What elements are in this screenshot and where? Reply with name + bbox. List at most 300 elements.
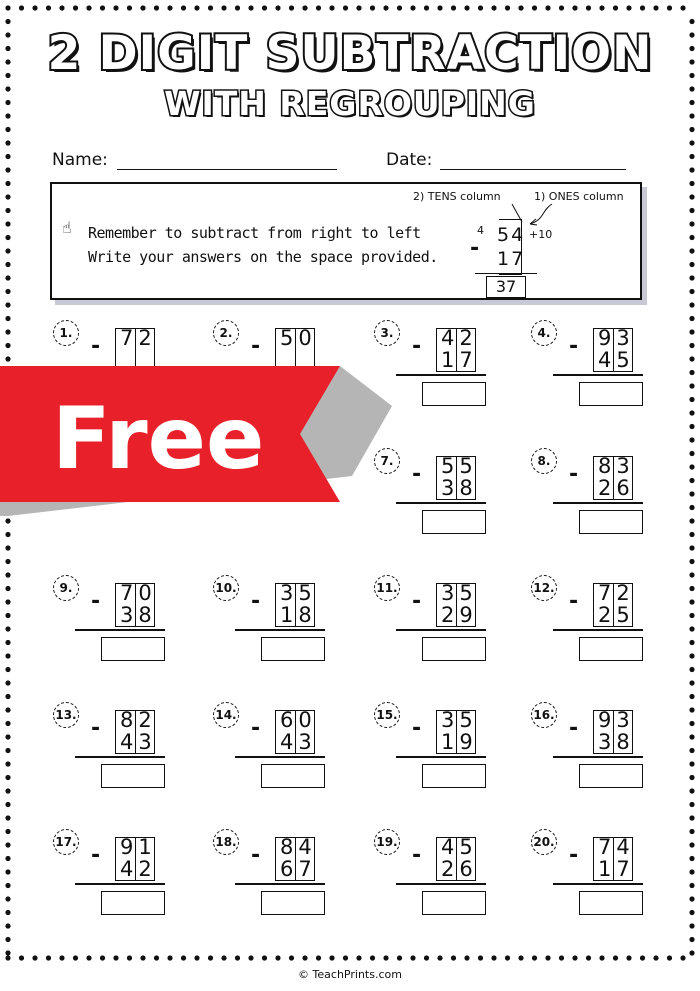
minuend: 42 — [441, 326, 478, 350]
answer-box[interactable] — [422, 891, 486, 915]
border-dot — [5, 640, 10, 645]
border-dot — [5, 559, 10, 564]
example-rule — [475, 273, 537, 274]
date-label: Date: — [386, 150, 433, 170]
border-dot — [689, 248, 694, 253]
border-dot — [667, 5, 672, 10]
border-dot — [5, 140, 10, 145]
border-dot — [127, 955, 132, 960]
subtrahend: 38 — [598, 730, 635, 754]
border-dot — [689, 262, 694, 267]
border-dot — [640, 5, 645, 10]
border-dot — [5, 181, 10, 186]
minus-sign: - — [412, 334, 422, 359]
border-dot — [451, 955, 456, 960]
problem-9 — [372, 575, 492, 675]
border-dot — [5, 707, 10, 712]
border-dot — [689, 667, 694, 672]
minuend: 93 — [598, 326, 635, 350]
border-dot — [5, 955, 10, 960]
minuend: 35 — [441, 581, 478, 605]
minuend: 74 — [598, 835, 635, 859]
border-dot — [19, 955, 24, 960]
border-dot — [586, 5, 591, 10]
border-dot — [5, 262, 10, 267]
page-subtitle: WITH REGROUPING — [164, 84, 536, 123]
minuend: 45 — [441, 835, 478, 859]
problem-10 — [529, 575, 649, 675]
border-dot — [5, 329, 10, 334]
border-dot — [689, 829, 694, 834]
border-dot — [689, 775, 694, 780]
border-dot — [5, 275, 10, 280]
border-dot — [613, 5, 618, 10]
free-banner — [0, 366, 700, 516]
sum-line — [396, 883, 486, 885]
example-top-number: 54 — [497, 224, 526, 246]
minus-sign: - — [412, 843, 422, 868]
answer-box[interactable] — [261, 891, 325, 915]
minuend: 50 — [280, 326, 317, 350]
minus-sign: - — [91, 716, 101, 741]
border-dot — [626, 5, 631, 10]
border-dot — [653, 955, 658, 960]
border-dot — [316, 5, 321, 10]
problem-11 — [51, 702, 171, 802]
border-dot — [356, 5, 361, 10]
border-dot — [262, 955, 267, 960]
border-dot — [586, 955, 591, 960]
border-dot — [370, 5, 375, 10]
sum-line — [235, 629, 325, 631]
border-dot — [689, 788, 694, 793]
answer-box[interactable] — [101, 637, 165, 661]
border-dot — [424, 955, 429, 960]
border-dot — [689, 208, 694, 213]
border-dot — [5, 154, 10, 159]
subtrahend: 26 — [598, 476, 635, 500]
border-dot — [5, 221, 10, 226]
border-dot — [5, 721, 10, 726]
border-dot — [464, 955, 469, 960]
border-dot — [5, 910, 10, 915]
border-dot — [689, 154, 694, 159]
border-dot — [689, 532, 694, 537]
minus-sign: - — [569, 462, 579, 487]
border-dot — [689, 680, 694, 685]
minus-sign: - — [412, 716, 422, 741]
problem-12 — [211, 702, 331, 802]
border-dot — [689, 721, 694, 726]
plus-ten-note: +10 — [529, 228, 553, 241]
tens-column-label: 2) TENS column — [413, 190, 501, 203]
border-dot — [5, 815, 10, 820]
sum-line — [75, 629, 165, 631]
border-dot — [5, 653, 10, 658]
border-dot — [689, 707, 694, 712]
border-dot — [5, 343, 10, 348]
problem-number: 9. — [53, 575, 79, 601]
instruction-line-2: Write your answers on the space provided. — [88, 248, 438, 266]
minus-sign: - — [569, 334, 579, 359]
border-dot — [545, 955, 550, 960]
border-dot — [689, 761, 694, 766]
problem-8 — [211, 575, 331, 675]
border-dot — [689, 559, 694, 564]
answer-box[interactable] — [422, 764, 486, 788]
border-dot — [689, 842, 694, 847]
instruction-line-1: Remember to subtract from right to left — [88, 224, 421, 242]
border-dot — [302, 955, 307, 960]
border-dot — [680, 5, 685, 10]
border-dot — [5, 788, 10, 793]
minus-sign: - — [569, 589, 579, 614]
subtrahend: 67 — [280, 857, 317, 881]
problem-number: 4. — [531, 320, 557, 346]
border-dot — [689, 896, 694, 901]
minus-sign: - — [412, 462, 422, 487]
border-dot — [5, 626, 10, 631]
border-dot — [5, 694, 10, 699]
border-dot — [491, 955, 496, 960]
subtrahend: 25 — [598, 603, 635, 627]
border-dot — [73, 955, 78, 960]
border-dot — [689, 613, 694, 618]
minuend: 91 — [120, 835, 157, 859]
border-dot — [5, 5, 10, 10]
minuend: 93 — [598, 708, 635, 732]
border-dot — [194, 5, 199, 10]
border-dot — [5, 802, 10, 807]
name-label: Name: — [52, 150, 108, 170]
problem-15 — [51, 829, 171, 929]
borrow-tens-digit: 4 — [477, 224, 484, 237]
subtrahend: 42 — [120, 857, 157, 881]
border-dot — [5, 842, 10, 847]
border-dot — [86, 5, 91, 10]
answer-box[interactable] — [261, 637, 325, 661]
name-field[interactable] — [117, 169, 337, 170]
date-field[interactable] — [440, 169, 626, 170]
border-dot — [302, 5, 307, 10]
sum-line — [396, 629, 486, 631]
minuend: 60 — [280, 708, 317, 732]
sum-line — [75, 883, 165, 885]
border-dot — [689, 545, 694, 550]
border-dot — [5, 545, 10, 550]
answer-box[interactable] — [579, 764, 643, 788]
border-dot — [424, 5, 429, 10]
border-dot — [5, 586, 10, 591]
minus-sign: - — [251, 589, 261, 614]
border-dot — [46, 5, 51, 10]
sum-line — [235, 756, 325, 758]
answer-box[interactable] — [579, 891, 643, 915]
border-dot — [221, 955, 226, 960]
border-dot — [5, 613, 10, 618]
border-dot — [5, 194, 10, 199]
banner-text: Free — [52, 389, 265, 489]
problem-number: 17. — [53, 829, 79, 855]
border-dot — [262, 5, 267, 10]
border-dot — [505, 5, 510, 10]
border-dot — [518, 955, 523, 960]
border-dot — [689, 937, 694, 942]
minuend: 72 — [120, 326, 157, 350]
border-dot — [532, 5, 537, 10]
border-dot — [208, 5, 213, 10]
border-dot — [5, 532, 10, 537]
border-dot — [689, 289, 694, 294]
problem-13 — [372, 702, 492, 802]
border-dot — [5, 734, 10, 739]
border-dot — [32, 5, 37, 10]
subtrahend: 45 — [598, 348, 635, 372]
answer-box[interactable] — [261, 764, 325, 788]
border-dot — [154, 955, 159, 960]
border-dot — [397, 955, 402, 960]
border-dot — [5, 829, 10, 834]
border-dot — [689, 518, 694, 523]
problem-18 — [529, 829, 649, 929]
border-dot — [505, 955, 510, 960]
border-dot — [689, 167, 694, 172]
border-dot — [689, 883, 694, 888]
ones-column-label: 1) ONES column — [534, 190, 624, 203]
border-dot — [113, 955, 118, 960]
border-dot — [689, 275, 694, 280]
minus-sign: - — [569, 843, 579, 868]
minuend: 35 — [441, 708, 478, 732]
page-title: 2 DIGIT SUBTRACTION — [47, 26, 653, 81]
subtrahend: 17 — [441, 348, 478, 372]
border-dot — [5, 761, 10, 766]
border-dot — [5, 316, 10, 321]
border-dot — [689, 356, 694, 361]
problem-number: 8. — [531, 448, 557, 474]
border-dot — [5, 775, 10, 780]
border-dot — [181, 5, 186, 10]
example-minus: - — [470, 236, 480, 261]
problem-number: 20. — [531, 829, 557, 855]
problem-number: 1. — [53, 320, 79, 346]
problem-number: 3. — [374, 320, 400, 346]
problem-16 — [211, 829, 331, 929]
border-dot — [5, 248, 10, 253]
border-dot — [572, 5, 577, 10]
minuend: 35 — [280, 581, 317, 605]
border-dot — [356, 955, 361, 960]
border-dot — [221, 5, 226, 10]
border-dot — [397, 5, 402, 10]
instructions-box — [50, 182, 642, 300]
border-dot — [343, 955, 348, 960]
minus-sign: - — [91, 334, 101, 359]
border-dot — [5, 518, 10, 523]
border-dot — [46, 955, 51, 960]
border-dot — [491, 5, 496, 10]
border-dot — [5, 680, 10, 685]
sum-line — [553, 756, 643, 758]
minus-sign: - — [251, 843, 261, 868]
border-dot — [532, 955, 537, 960]
border-dot — [640, 955, 645, 960]
problem-number: 10. — [213, 575, 239, 601]
border-dot — [689, 856, 694, 861]
border-dot — [689, 734, 694, 739]
problem-number: 13. — [53, 702, 79, 728]
minus-sign: - — [412, 589, 422, 614]
border-dot — [518, 5, 523, 10]
border-dot — [689, 19, 694, 24]
border-dot — [5, 356, 10, 361]
border-dot — [235, 955, 240, 960]
border-dot — [32, 955, 37, 960]
border-dot — [289, 955, 294, 960]
border-dot — [689, 869, 694, 874]
problem-number: 12. — [531, 575, 557, 601]
border-dot — [235, 5, 240, 10]
answer-box[interactable] — [101, 764, 165, 788]
border-dot — [689, 127, 694, 132]
border-dot — [689, 923, 694, 928]
border-dot — [167, 955, 172, 960]
border-dot — [5, 289, 10, 294]
border-dot — [689, 221, 694, 226]
border-dot — [689, 140, 694, 145]
border-dot — [689, 181, 694, 186]
sum-line — [553, 883, 643, 885]
minus-sign: - — [251, 716, 261, 741]
border-dot — [689, 343, 694, 348]
border-dot — [19, 5, 24, 10]
border-dot — [59, 5, 64, 10]
border-dot — [689, 316, 694, 321]
problem-number: 7. — [374, 448, 400, 474]
border-dot — [410, 5, 415, 10]
border-dot — [208, 955, 213, 960]
border-dot — [478, 955, 483, 960]
border-dot — [140, 955, 145, 960]
minus-sign: - — [251, 334, 261, 359]
border-dot — [5, 599, 10, 604]
border-dot — [5, 572, 10, 577]
sum-line — [75, 756, 165, 758]
border-dot — [275, 5, 280, 10]
subtrahend: 18 — [280, 603, 317, 627]
subtrahend: 29 — [441, 603, 478, 627]
border-dot — [478, 5, 483, 10]
problem-number: 14. — [213, 702, 239, 728]
answer-box[interactable] — [422, 637, 486, 661]
sum-line — [553, 629, 643, 631]
border-dot — [140, 5, 145, 10]
problem-number: 11. — [374, 575, 400, 601]
border-dot — [383, 5, 388, 10]
border-dot — [689, 640, 694, 645]
border-dot — [689, 235, 694, 240]
border-dot — [343, 5, 348, 10]
border-dot — [559, 955, 564, 960]
minus-sign: - — [91, 843, 101, 868]
border-dot — [5, 950, 10, 955]
border-dot — [464, 5, 469, 10]
border-dot — [5, 19, 10, 24]
minuend: 83 — [598, 454, 635, 478]
minuend: 70 — [120, 581, 157, 605]
border-dot — [689, 572, 694, 577]
answer-box[interactable] — [579, 637, 643, 661]
border-dot — [370, 955, 375, 960]
border-dot — [689, 586, 694, 591]
border-dot — [667, 955, 672, 960]
border-dot — [689, 802, 694, 807]
border-dot — [5, 856, 10, 861]
border-dot — [329, 5, 334, 10]
border-dot — [545, 5, 550, 10]
minus-sign: - — [569, 716, 579, 741]
problem-7 — [51, 575, 171, 675]
problem-number: 19. — [374, 829, 400, 855]
pointing-hand-icon: ☝ — [62, 218, 72, 237]
border-dot — [689, 950, 694, 955]
border-dot — [100, 5, 105, 10]
border-dot — [689, 748, 694, 753]
problem-14 — [529, 702, 649, 802]
border-dot — [5, 235, 10, 240]
minus-sign: - — [91, 589, 101, 614]
subtrahend: 19 — [441, 730, 478, 754]
answer-box[interactable] — [101, 891, 165, 915]
border-dot — [689, 599, 694, 604]
border-dot — [329, 955, 334, 960]
border-dot — [451, 5, 456, 10]
border-dot — [316, 955, 321, 960]
border-dot — [5, 667, 10, 672]
border-dot — [5, 937, 10, 942]
minuend: 72 — [598, 581, 635, 605]
border-dot — [248, 5, 253, 10]
subtrahend: 17 — [598, 857, 635, 881]
border-dot — [689, 815, 694, 820]
problem-number: 2. — [213, 320, 239, 346]
border-dot — [383, 955, 388, 960]
border-dot — [5, 208, 10, 213]
border-dot — [437, 955, 442, 960]
border-dot — [689, 194, 694, 199]
border-dot — [626, 955, 631, 960]
border-dot — [689, 626, 694, 631]
border-dot — [275, 955, 280, 960]
border-dot — [194, 955, 199, 960]
border-dot — [410, 955, 415, 960]
border-dot — [572, 955, 577, 960]
border-dot — [5, 127, 10, 132]
border-dot — [559, 5, 564, 10]
border-dot — [689, 653, 694, 658]
border-dot — [689, 302, 694, 307]
subtrahend: 26 — [441, 857, 478, 881]
border-dot — [59, 955, 64, 960]
minuend: 84 — [280, 835, 317, 859]
border-dot — [689, 329, 694, 334]
border-dot — [73, 5, 78, 10]
minuend: 55 — [441, 454, 478, 478]
border-dot — [181, 955, 186, 960]
border-dot — [127, 5, 132, 10]
border-dot — [689, 694, 694, 699]
border-dot — [113, 5, 118, 10]
